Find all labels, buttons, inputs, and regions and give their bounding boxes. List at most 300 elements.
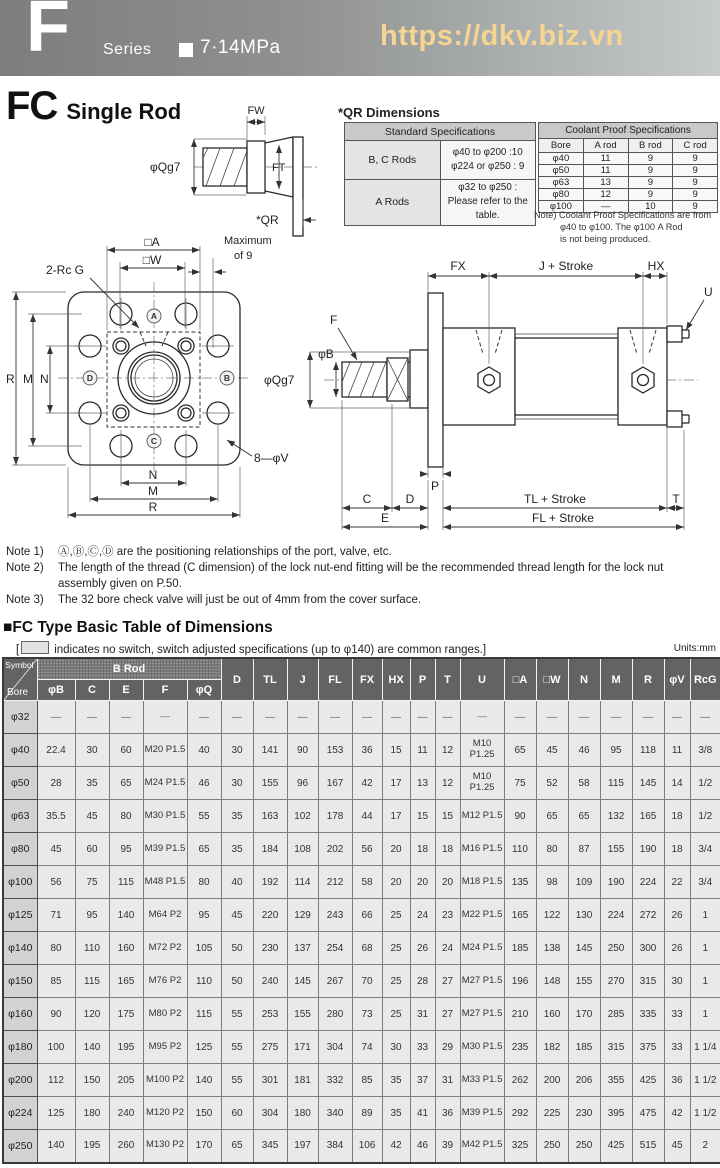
label-p: P bbox=[431, 479, 440, 493]
dimension-cell: 60 bbox=[75, 833, 109, 866]
table-row bbox=[3, 1031, 720, 1064]
coolant-cell: φ50 bbox=[539, 165, 584, 177]
dimension-cell: M12 P1.5 bbox=[460, 800, 504, 833]
label-d: D bbox=[405, 492, 415, 506]
coolant-cell: φ40 bbox=[539, 153, 584, 165]
dimension-cell: M27 P1.5 bbox=[460, 965, 504, 998]
coolant-spec-table-wrap bbox=[538, 122, 718, 213]
dimension-cell: 33 bbox=[664, 1031, 690, 1064]
dimension-cell: 23 bbox=[435, 899, 460, 932]
dimension-cell: 175 bbox=[109, 998, 143, 1031]
column-header: N bbox=[568, 658, 600, 701]
dimension-cell: 56 bbox=[352, 833, 382, 866]
table-row bbox=[3, 932, 720, 965]
dimension-cell: 20 bbox=[435, 866, 460, 899]
dimension-cell: 42 bbox=[664, 1097, 690, 1130]
dimension-cell: 35 bbox=[221, 833, 253, 866]
dimension-cell: — bbox=[435, 701, 460, 734]
dimension-cell: 243 bbox=[318, 899, 352, 932]
dimension-cell: M95 P2 bbox=[143, 1031, 187, 1064]
dimension-cell: M33 P1.5 bbox=[460, 1064, 504, 1097]
bore-cell: φ80 bbox=[3, 833, 37, 866]
dimension-cell: 140 bbox=[75, 1031, 109, 1064]
dimension-cell: 285 bbox=[600, 998, 632, 1031]
coolant-cell: φ80 bbox=[539, 189, 584, 201]
dimension-cell: 27 bbox=[435, 965, 460, 998]
dimension-cell: 1 1/4 bbox=[690, 1031, 720, 1064]
dimension-cell: — bbox=[318, 701, 352, 734]
bore-cell: φ32 bbox=[3, 701, 37, 734]
column-header: RcG bbox=[690, 658, 720, 701]
dimension-cell: 190 bbox=[632, 833, 664, 866]
dimension-cell: 39 bbox=[435, 1130, 460, 1163]
dimension-cell: 25 bbox=[382, 998, 410, 1031]
coolant-cell: 12 bbox=[583, 189, 628, 201]
side-view-diagram bbox=[262, 250, 718, 542]
dimension-cell: 165 bbox=[504, 899, 536, 932]
dimension-cell: 55 bbox=[187, 800, 221, 833]
label-r-left: R bbox=[6, 372, 15, 386]
table-row bbox=[3, 965, 720, 998]
label-u: U bbox=[704, 285, 713, 299]
label-phi-qg7: φQg7 bbox=[264, 373, 295, 387]
dimension-cell: 31 bbox=[435, 1064, 460, 1097]
dimension-cell: 171 bbox=[287, 1031, 318, 1064]
label-e: E bbox=[380, 511, 390, 525]
dimension-cell: — bbox=[460, 701, 504, 734]
dimension-cell: 20 bbox=[382, 866, 410, 899]
note-2 bbox=[6, 560, 712, 592]
dimension-cell: 185 bbox=[504, 932, 536, 965]
dimension-cell: 130 bbox=[568, 899, 600, 932]
pressure-rating: 7·14MPa bbox=[200, 37, 281, 58]
corner-symbol-label: Symbol bbox=[5, 660, 34, 670]
dimension-cell: 29 bbox=[435, 1031, 460, 1064]
dimension-cell: 30 bbox=[221, 734, 253, 767]
dimension-cell: M18 P1.5 bbox=[460, 866, 504, 899]
dimension-cell: 332 bbox=[318, 1064, 352, 1097]
label-hx: HX bbox=[647, 259, 665, 273]
coolant-cell: 9 bbox=[628, 165, 673, 177]
dimension-cell: 70 bbox=[352, 965, 382, 998]
dimension-cell: 58 bbox=[568, 767, 600, 800]
dimension-cell: 140 bbox=[37, 1130, 75, 1163]
dimension-cell: 1/2 bbox=[690, 800, 720, 833]
dimension-cell: 304 bbox=[253, 1097, 287, 1130]
dimension-cell: 185 bbox=[568, 1031, 600, 1064]
coolant-spec-table bbox=[538, 122, 718, 213]
column-header: HX bbox=[382, 658, 410, 701]
coolant-table-body bbox=[539, 153, 718, 213]
dimension-cell: 250 bbox=[536, 1130, 568, 1163]
column-header: M bbox=[600, 658, 632, 701]
dimension-cell: 75 bbox=[75, 866, 109, 899]
rod-type-cell: A Rods bbox=[345, 180, 441, 226]
dimension-cell: 95 bbox=[75, 899, 109, 932]
table-row bbox=[3, 767, 720, 800]
bore-cell: φ50 bbox=[3, 767, 37, 800]
standard-spec-table-wrap bbox=[344, 122, 536, 226]
sub-column-header: F bbox=[143, 680, 187, 701]
dimension-cell: 30 bbox=[664, 965, 690, 998]
dimension-cell: M10 P1.25 bbox=[460, 734, 504, 767]
coolant-note-line: is not being produced. bbox=[560, 233, 651, 244]
dimension-cell: — bbox=[37, 701, 75, 734]
dimension-cell: 42 bbox=[352, 767, 382, 800]
label-j-stroke: J + Stroke bbox=[538, 259, 594, 273]
dimension-cell: M120 P2 bbox=[143, 1097, 187, 1130]
dimension-cell: 109 bbox=[568, 866, 600, 899]
dimension-cell: 180 bbox=[287, 1097, 318, 1130]
note-label: Note 2) bbox=[6, 562, 44, 575]
bore-cell: φ200 bbox=[3, 1064, 37, 1097]
label-tl-stroke: TL + Stroke bbox=[524, 492, 586, 506]
dimension-cell: 65 bbox=[109, 767, 143, 800]
dimension-cell: 50 bbox=[221, 965, 253, 998]
dimension-cell: 240 bbox=[253, 965, 287, 998]
dimension-cell: 197 bbox=[287, 1130, 318, 1163]
bore-cell: φ125 bbox=[3, 899, 37, 932]
column-header: FL bbox=[318, 658, 352, 701]
dimension-cell: 17 bbox=[382, 800, 410, 833]
site-url-link[interactable]: https://dkv.biz.vn bbox=[380, 20, 624, 52]
dimension-cell: 35 bbox=[221, 800, 253, 833]
dimension-cell: 205 bbox=[109, 1064, 143, 1097]
sub-column-header: φQ bbox=[187, 680, 221, 701]
dimension-cell: 30 bbox=[382, 1031, 410, 1064]
dimension-cell: 167 bbox=[318, 767, 352, 800]
dimension-cell: 26 bbox=[410, 932, 435, 965]
standard-spec-header: Standard Specifications bbox=[345, 123, 536, 141]
dimension-cell: 45 bbox=[536, 734, 568, 767]
dimension-cell: 120 bbox=[75, 998, 109, 1031]
rod-end-detail-diagram bbox=[148, 96, 320, 236]
dimension-cell: 160 bbox=[109, 932, 143, 965]
dimension-cell: 15 bbox=[382, 734, 410, 767]
dimension-cell: 1/2 bbox=[690, 767, 720, 800]
dimension-cell: 280 bbox=[318, 998, 352, 1031]
dimension-cell: 122 bbox=[536, 899, 568, 932]
dimension-cell: — bbox=[352, 701, 382, 734]
dimension-cell: 1 1/2 bbox=[690, 1064, 720, 1097]
dimension-cell: 20 bbox=[382, 833, 410, 866]
label-n-bottom: N bbox=[148, 468, 158, 482]
position-a: A bbox=[150, 311, 158, 321]
dimensions-table-body bbox=[3, 701, 720, 1163]
dimension-cell: 45 bbox=[664, 1130, 690, 1163]
dimension-cell: 163 bbox=[253, 800, 287, 833]
dimension-cell: 181 bbox=[287, 1064, 318, 1097]
dimension-cell: 35 bbox=[75, 767, 109, 800]
units-label: Units:mm bbox=[673, 643, 716, 654]
dimension-cell: 148 bbox=[536, 965, 568, 998]
dimension-cell: 3/4 bbox=[690, 833, 720, 866]
dimension-cell: M10 P1.25 bbox=[460, 767, 504, 800]
dimension-cell: 267 bbox=[318, 965, 352, 998]
dimension-cell: 95 bbox=[187, 899, 221, 932]
dimension-cell: 27 bbox=[435, 998, 460, 1031]
dimension-cell: 65 bbox=[187, 833, 221, 866]
dimension-cell: 138 bbox=[536, 932, 568, 965]
dimension-cell: 11 bbox=[664, 734, 690, 767]
dimension-cell: 224 bbox=[600, 899, 632, 932]
dimension-cell: 55 bbox=[221, 1031, 253, 1064]
qr-dimensions-title: *QR Dimensions bbox=[338, 105, 440, 120]
dimension-cell: 30 bbox=[221, 767, 253, 800]
dimension-cell: 50 bbox=[221, 932, 253, 965]
label-r-bottom: R bbox=[148, 500, 158, 514]
dimension-cell: 18 bbox=[664, 800, 690, 833]
dimension-cell: 31 bbox=[410, 998, 435, 1031]
notes-block bbox=[6, 544, 712, 608]
dimension-cell: 190 bbox=[600, 866, 632, 899]
bore-cell: φ40 bbox=[3, 734, 37, 767]
dimension-cell: M130 P2 bbox=[143, 1130, 187, 1163]
label-t: T bbox=[672, 492, 680, 506]
dimension-cell: 182 bbox=[536, 1031, 568, 1064]
note-text: Ⓐ,Ⓑ,Ⓒ,Ⓓ are the positioning relationships of the port, valve, etc. bbox=[58, 546, 392, 558]
label-of-9: of 9 bbox=[234, 250, 253, 262]
dimension-cell: 80 bbox=[109, 800, 143, 833]
dimension-cell: 235 bbox=[504, 1031, 536, 1064]
dimension-cell: 115 bbox=[600, 767, 632, 800]
dimension-cell: 44 bbox=[352, 800, 382, 833]
dimension-cell: 145 bbox=[568, 932, 600, 965]
note-text: The length of the thread (C dimension) of the lock nut-end fitting will be the recommended thread length for the lock nut assembly given on P.50. bbox=[58, 562, 664, 591]
dimension-cell: — bbox=[568, 701, 600, 734]
dimension-cell: 195 bbox=[109, 1031, 143, 1064]
dimension-cell: 155 bbox=[287, 998, 318, 1031]
coolant-cell: 9 bbox=[673, 153, 718, 165]
dimension-cell: 33 bbox=[664, 998, 690, 1031]
bore-cell: φ100 bbox=[3, 866, 37, 899]
dimension-cell: 90 bbox=[287, 734, 318, 767]
dimension-cell: 165 bbox=[632, 800, 664, 833]
coolant-column-header: C rod bbox=[673, 139, 718, 153]
dimension-cell: 115 bbox=[187, 998, 221, 1031]
dimension-cell: 315 bbox=[632, 965, 664, 998]
bore-cell: φ224 bbox=[3, 1097, 37, 1130]
dimension-cell: 262 bbox=[504, 1064, 536, 1097]
column-header: U bbox=[460, 658, 504, 701]
column-header: J bbox=[287, 658, 318, 701]
position-d: D bbox=[86, 373, 94, 383]
bore-cell: φ140 bbox=[3, 932, 37, 965]
dimension-cell: 60 bbox=[221, 1097, 253, 1130]
label-c: C bbox=[362, 492, 372, 506]
dimension-cell: 304 bbox=[318, 1031, 352, 1064]
dimension-cell: 192 bbox=[253, 866, 287, 899]
label-8-phi-v: 8—φV bbox=[254, 451, 289, 465]
dimension-cell: 35.5 bbox=[37, 800, 75, 833]
dimension-cell: — bbox=[504, 701, 536, 734]
coolant-row bbox=[539, 153, 718, 165]
dimension-cell: 85 bbox=[37, 965, 75, 998]
dimension-cell: 95 bbox=[109, 833, 143, 866]
dimension-cell: 106 bbox=[352, 1130, 382, 1163]
dimension-cell: 15 bbox=[435, 800, 460, 833]
label-square-a: □A bbox=[144, 235, 160, 249]
coolant-cell: 9 bbox=[628, 153, 673, 165]
model-subtitle: Single Rod bbox=[66, 99, 182, 124]
dimension-cell: 102 bbox=[287, 800, 318, 833]
dimension-cell: 178 bbox=[318, 800, 352, 833]
dimension-cell: 66 bbox=[352, 899, 382, 932]
dimension-cell: 140 bbox=[109, 899, 143, 932]
dimension-cell: 45 bbox=[75, 800, 109, 833]
dimension-cell: 65 bbox=[536, 800, 568, 833]
dimension-cell: 58 bbox=[352, 866, 382, 899]
dimension-cell: M48 P1.5 bbox=[143, 866, 187, 899]
coolant-cell: 11 bbox=[583, 153, 628, 165]
dimension-cell: 250 bbox=[568, 1130, 600, 1163]
b-rod-group-header: B Rod bbox=[37, 658, 221, 680]
dimension-cell: M100 P2 bbox=[143, 1064, 187, 1097]
dimension-cell: 1 bbox=[690, 932, 720, 965]
label-maximum: Maximum bbox=[224, 235, 272, 247]
position-c: C bbox=[150, 436, 158, 446]
table-row bbox=[3, 800, 720, 833]
dimension-cell: 35 bbox=[382, 1064, 410, 1097]
dimension-cell: 25 bbox=[382, 965, 410, 998]
dimension-cell: 155 bbox=[600, 833, 632, 866]
dimension-cell: — bbox=[109, 701, 143, 734]
dimension-cell: 1 1/2 bbox=[690, 1097, 720, 1130]
dimension-cell: 42 bbox=[382, 1130, 410, 1163]
dimension-cell: 1 bbox=[690, 965, 720, 998]
bore-cell: φ160 bbox=[3, 998, 37, 1031]
dimension-cell: 18 bbox=[410, 833, 435, 866]
coolant-cell: 9 bbox=[628, 189, 673, 201]
dimension-cell: 105 bbox=[187, 932, 221, 965]
note-1 bbox=[6, 544, 712, 560]
dimension-cell: 140 bbox=[187, 1064, 221, 1097]
dimension-cell: 212 bbox=[318, 866, 352, 899]
dimension-cell: 56 bbox=[37, 866, 75, 899]
dimension-cell: 30 bbox=[75, 734, 109, 767]
dimension-cell: 270 bbox=[600, 965, 632, 998]
dimension-cell: 24 bbox=[435, 932, 460, 965]
dimension-cell: 35 bbox=[382, 1097, 410, 1130]
coolant-cell: 9 bbox=[673, 189, 718, 201]
sub-column-header: C bbox=[75, 680, 109, 701]
dimension-cell: 230 bbox=[568, 1097, 600, 1130]
dimension-cell: 68 bbox=[352, 932, 382, 965]
bore-cell: φ150 bbox=[3, 965, 37, 998]
dimension-cell: 129 bbox=[287, 899, 318, 932]
spec-line: φ224 or φ250 : 9 bbox=[451, 161, 525, 172]
label-m-bottom: M bbox=[148, 484, 158, 498]
dimension-cell: 20 bbox=[410, 866, 435, 899]
dimension-cell: 240 bbox=[109, 1097, 143, 1130]
dimension-cell: 301 bbox=[253, 1064, 287, 1097]
label-n-left: N bbox=[40, 372, 49, 386]
table-row bbox=[3, 1097, 720, 1130]
dimension-cell: 36 bbox=[435, 1097, 460, 1130]
note-text: The 32 bore check valve will just be out of 4mm from the cover surface. bbox=[58, 594, 422, 607]
dimension-cell: 165 bbox=[109, 965, 143, 998]
dimension-cell: 80 bbox=[37, 932, 75, 965]
dimension-cell: 85 bbox=[352, 1064, 382, 1097]
dimension-cell: 96 bbox=[287, 767, 318, 800]
dimension-cell: 60 bbox=[109, 734, 143, 767]
table-section-title: ■FC Type Basic Table of Dimensions bbox=[3, 619, 273, 636]
dimension-cell: 46 bbox=[410, 1130, 435, 1163]
dimension-cell: M20 P1.5 bbox=[143, 734, 187, 767]
table-row bbox=[3, 866, 720, 899]
dimension-cell: 80 bbox=[536, 833, 568, 866]
column-header: T bbox=[435, 658, 460, 701]
dimension-cell: M22 P1.5 bbox=[460, 899, 504, 932]
dimension-cell: 224 bbox=[632, 866, 664, 899]
dimension-cell: — bbox=[187, 701, 221, 734]
dimension-cell: 155 bbox=[568, 965, 600, 998]
dimension-cell: — bbox=[536, 701, 568, 734]
dimension-cell: 425 bbox=[632, 1064, 664, 1097]
sub-column-header: E bbox=[109, 680, 143, 701]
dimension-cell: 125 bbox=[187, 1031, 221, 1064]
dimension-cell: 150 bbox=[75, 1064, 109, 1097]
dimension-cell: — bbox=[75, 701, 109, 734]
dimension-cell: 250 bbox=[600, 932, 632, 965]
coolant-cell: φ100 bbox=[539, 201, 584, 213]
coolant-note bbox=[534, 210, 718, 246]
dimension-cell: 17 bbox=[382, 767, 410, 800]
coolant-cell: 9 bbox=[673, 201, 718, 213]
dimension-cell: 195 bbox=[75, 1130, 109, 1163]
dimension-cell: 114 bbox=[287, 866, 318, 899]
dimension-cell: — bbox=[143, 701, 187, 734]
dimensions-table bbox=[2, 657, 720, 1164]
dimension-cell: M30 P1.5 bbox=[143, 800, 187, 833]
column-header: D bbox=[221, 658, 253, 701]
dimension-cell: 145 bbox=[287, 965, 318, 998]
dimension-cell: 115 bbox=[75, 965, 109, 998]
column-header: φV bbox=[664, 658, 690, 701]
dimension-cell: 12 bbox=[435, 767, 460, 800]
table-row bbox=[3, 701, 720, 734]
dimension-cell: 115 bbox=[109, 866, 143, 899]
dimension-cell: 220 bbox=[253, 899, 287, 932]
dimension-cell: 180 bbox=[75, 1097, 109, 1130]
square-bullet-icon bbox=[179, 43, 193, 57]
table-row bbox=[3, 998, 720, 1031]
dimension-cell: M80 P2 bbox=[143, 998, 187, 1031]
dimension-cell: M76 P2 bbox=[143, 965, 187, 998]
dimension-cell: 2 bbox=[690, 1130, 720, 1163]
dimension-cell: 475 bbox=[632, 1097, 664, 1130]
dimension-cell: 55 bbox=[221, 998, 253, 1031]
dimension-cell: 40 bbox=[187, 734, 221, 767]
dimension-cell: 196 bbox=[504, 965, 536, 998]
label-fx: FX bbox=[450, 259, 466, 273]
dimension-cell: 25 bbox=[382, 932, 410, 965]
dimension-cell: 292 bbox=[504, 1097, 536, 1130]
dimension-cell: 141 bbox=[253, 734, 287, 767]
dimension-cell: M24 P1.5 bbox=[460, 932, 504, 965]
dimension-cell: 340 bbox=[318, 1097, 352, 1130]
rod-type-cell: B, C Rods bbox=[345, 141, 441, 180]
coolant-row bbox=[539, 177, 718, 189]
dimension-cell: 18 bbox=[435, 833, 460, 866]
dimension-cell: — bbox=[690, 701, 720, 734]
dimension-cell: 100 bbox=[37, 1031, 75, 1064]
column-header: □W bbox=[536, 658, 568, 701]
rod-spec-cell bbox=[440, 141, 536, 180]
dimension-cell: 98 bbox=[536, 866, 568, 899]
dimension-cell: 45 bbox=[37, 833, 75, 866]
dimension-cell: 36 bbox=[352, 734, 382, 767]
